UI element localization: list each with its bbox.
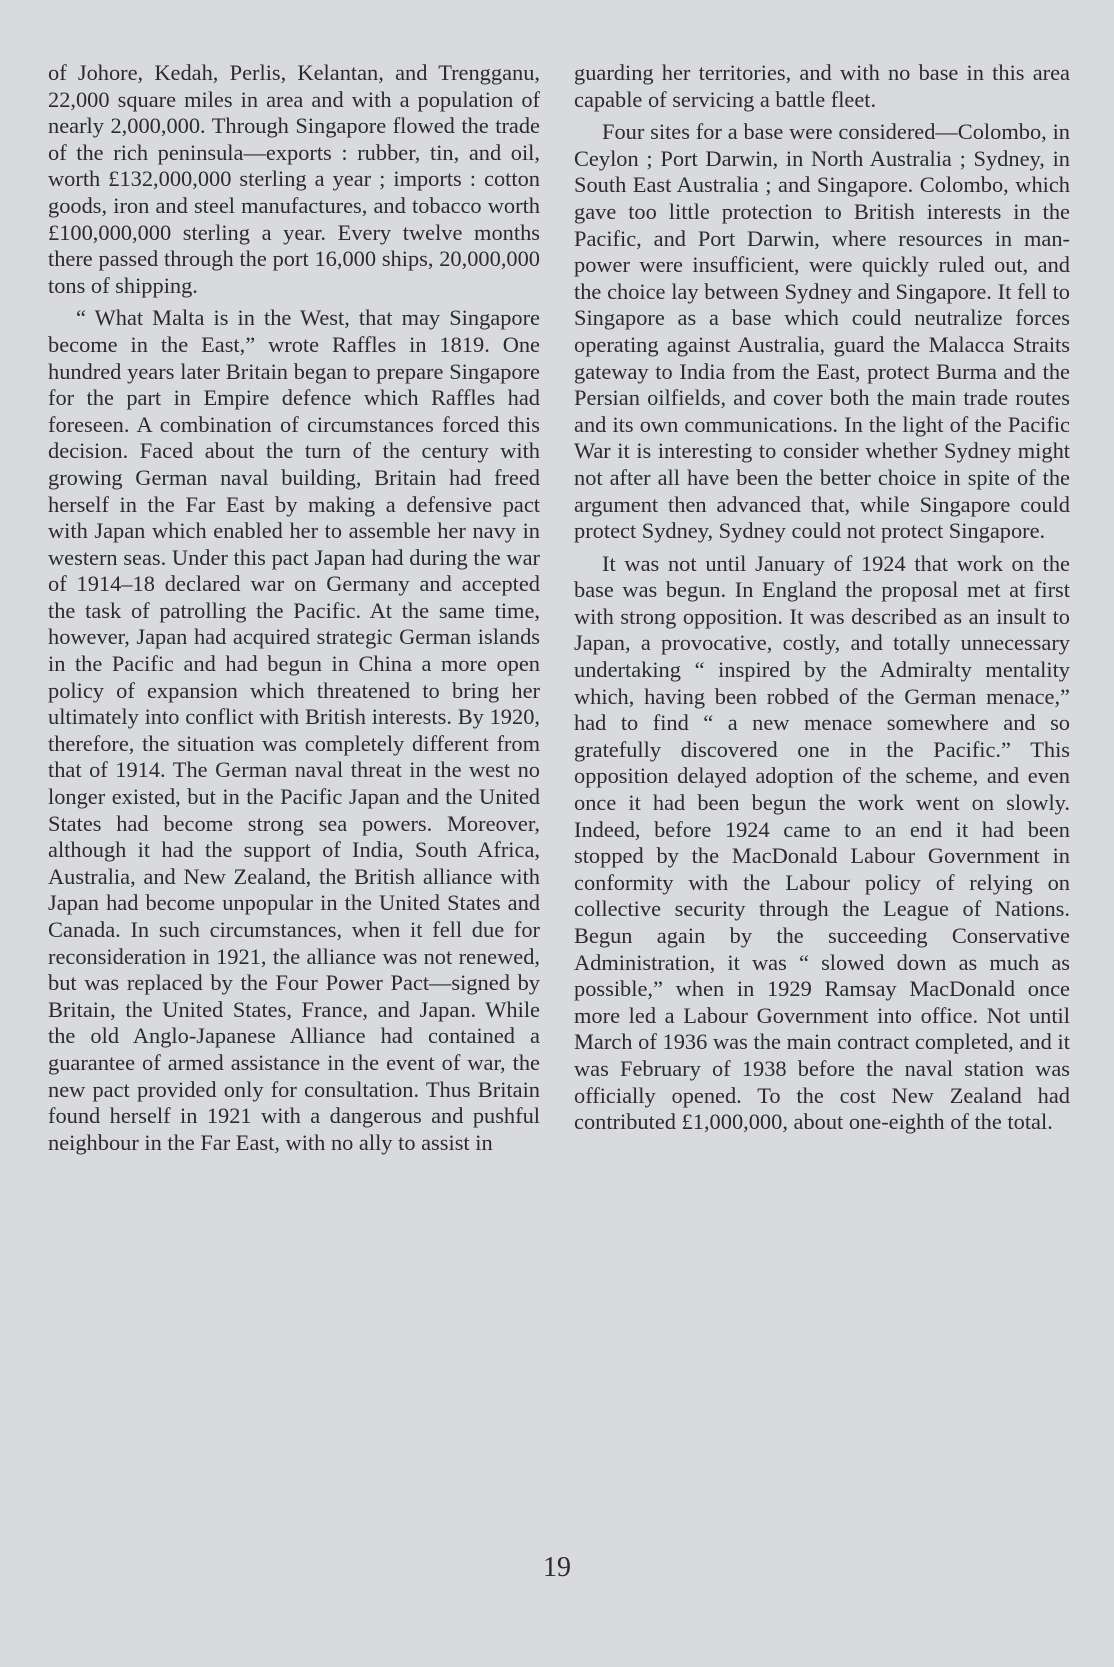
paragraph: guarding her territories, and with no base in this area capable of servicing a battle fleet. [574, 60, 1070, 112]
paragraph: “ What Malta is in the West, that may Singapore become in the East,” wrote Raffles in 1819. One hundred years later Britain began to prepare Singapore for the part in Empire defence which Raffles had foreseen. A combination of circumstances forced this decision. Faced about the turn of the century with growing German naval building, Britain had freed herself in the Far East by making a defensive pact with Japan which enabled her to assemble her navy in western seas. Under this pact Japan had during the war of 1914–18 declared war on Germany and accepted the task of patrolling the Pacific. At the same time, however, Japan had acquired strategic German islands in the Pacific and had begun in China a more open policy of expansion which threatened to bring her ultimately into conflict with British interests. By 1920, therefore, the situation was completely different from that of 1914. The German naval threat in the west no longer existed, but in the Pacific Japan and the United States had become strong sea powers. Moreover, although it had the support of India, South Africa, Australia, and New Zealand, the British alliance with Japan had become unpopular in the United States and Canada. In such circumstances, when it fell due for reconsideration in 1921, the alliance was not renewed, but was replaced by the Four Power Pact—signed by Britain, the United States, France, and Japan. While the old Anglo-Japanese Alliance had contained a guarantee of armed assistance in the event of war, the new pact provided only for consultation. Thus Britain found herself in 1921 with a dangerous and pushful neighbour in the Far East, with no ally to assist in [48, 305, 540, 1155]
right-column [574, 60, 1070, 1142]
paragraph: of Johore, Kedah, Perlis, Kelantan, and Trengganu, 22,000 square miles in area and with a population of nearly 2,000,000. Through Singapore flowed the trade of the rich peninsula—exports : rubber, tin, and oil, worth £132,000,000 sterling a year ; imports : cotton goods, iron and steel manufactures, and tobacco worth £100,000,000 sterling a year. Every twelve months there passed through the port 16,000 ships, 20,000,000 tons of shipping. [48, 60, 540, 298]
page-number: 19 [543, 1552, 571, 1583]
left-column [48, 60, 540, 1162]
paragraph: It was not until January of 1924 that work on the base was begun. In England the proposal met at first with strong opposition. It was described as an insult to Japan, a provocative, costly, and totally unnecessary undertaking “ inspired by the Admiralty mentality which, having been robbed of the German menace,” had to find “ a new menace somewhere and so gratefully discovered one in the Pacific.” This opposition delayed adoption of the scheme, and even once it had been begun the work went on slowly. Indeed, before 1924 came to an end it had been stopped by the MacDonald Labour Government in conformity with the Labour policy of relying on collective security through the League of Nations. Begun again by the succeeding Conservative Administration, it was “ slowed down as much as possible,” when in 1929 Ramsay MacDonald once more led a Labour Government into office. Not until March of 1936 was the main contract completed, and it was February of 1938 before the naval station was officially opened. To the cost New Zealand had contributed £1,000,000, about one-eighth of the total. [574, 550, 1070, 1135]
paragraph: Four sites for a base were considered—Colombo, in Ceylon ; Port Darwin, in North Australia ; Sydney, in South East Australia ; and Singapore. Colombo, which gave too little protection to British interests in the Pacific, and Port Darwin, where resources in man-power were insufficient, were quickly ruled out, and the choice lay between Sydney and Singapore. It fell to Singapore as a base which could neutralize forces operating against Australia, guard the Malacca Straits gateway to India from the East, protect Burma and the Persian oilfields, and cover both the main trade routes and its own communications. In the light of the Pacific War it is interesting to consider whether Sydney might not after all have been the better choice in spite of the argument then advanced that, while Singapore could protect Sydney, Sydney could not protect Singapore. [574, 119, 1070, 544]
